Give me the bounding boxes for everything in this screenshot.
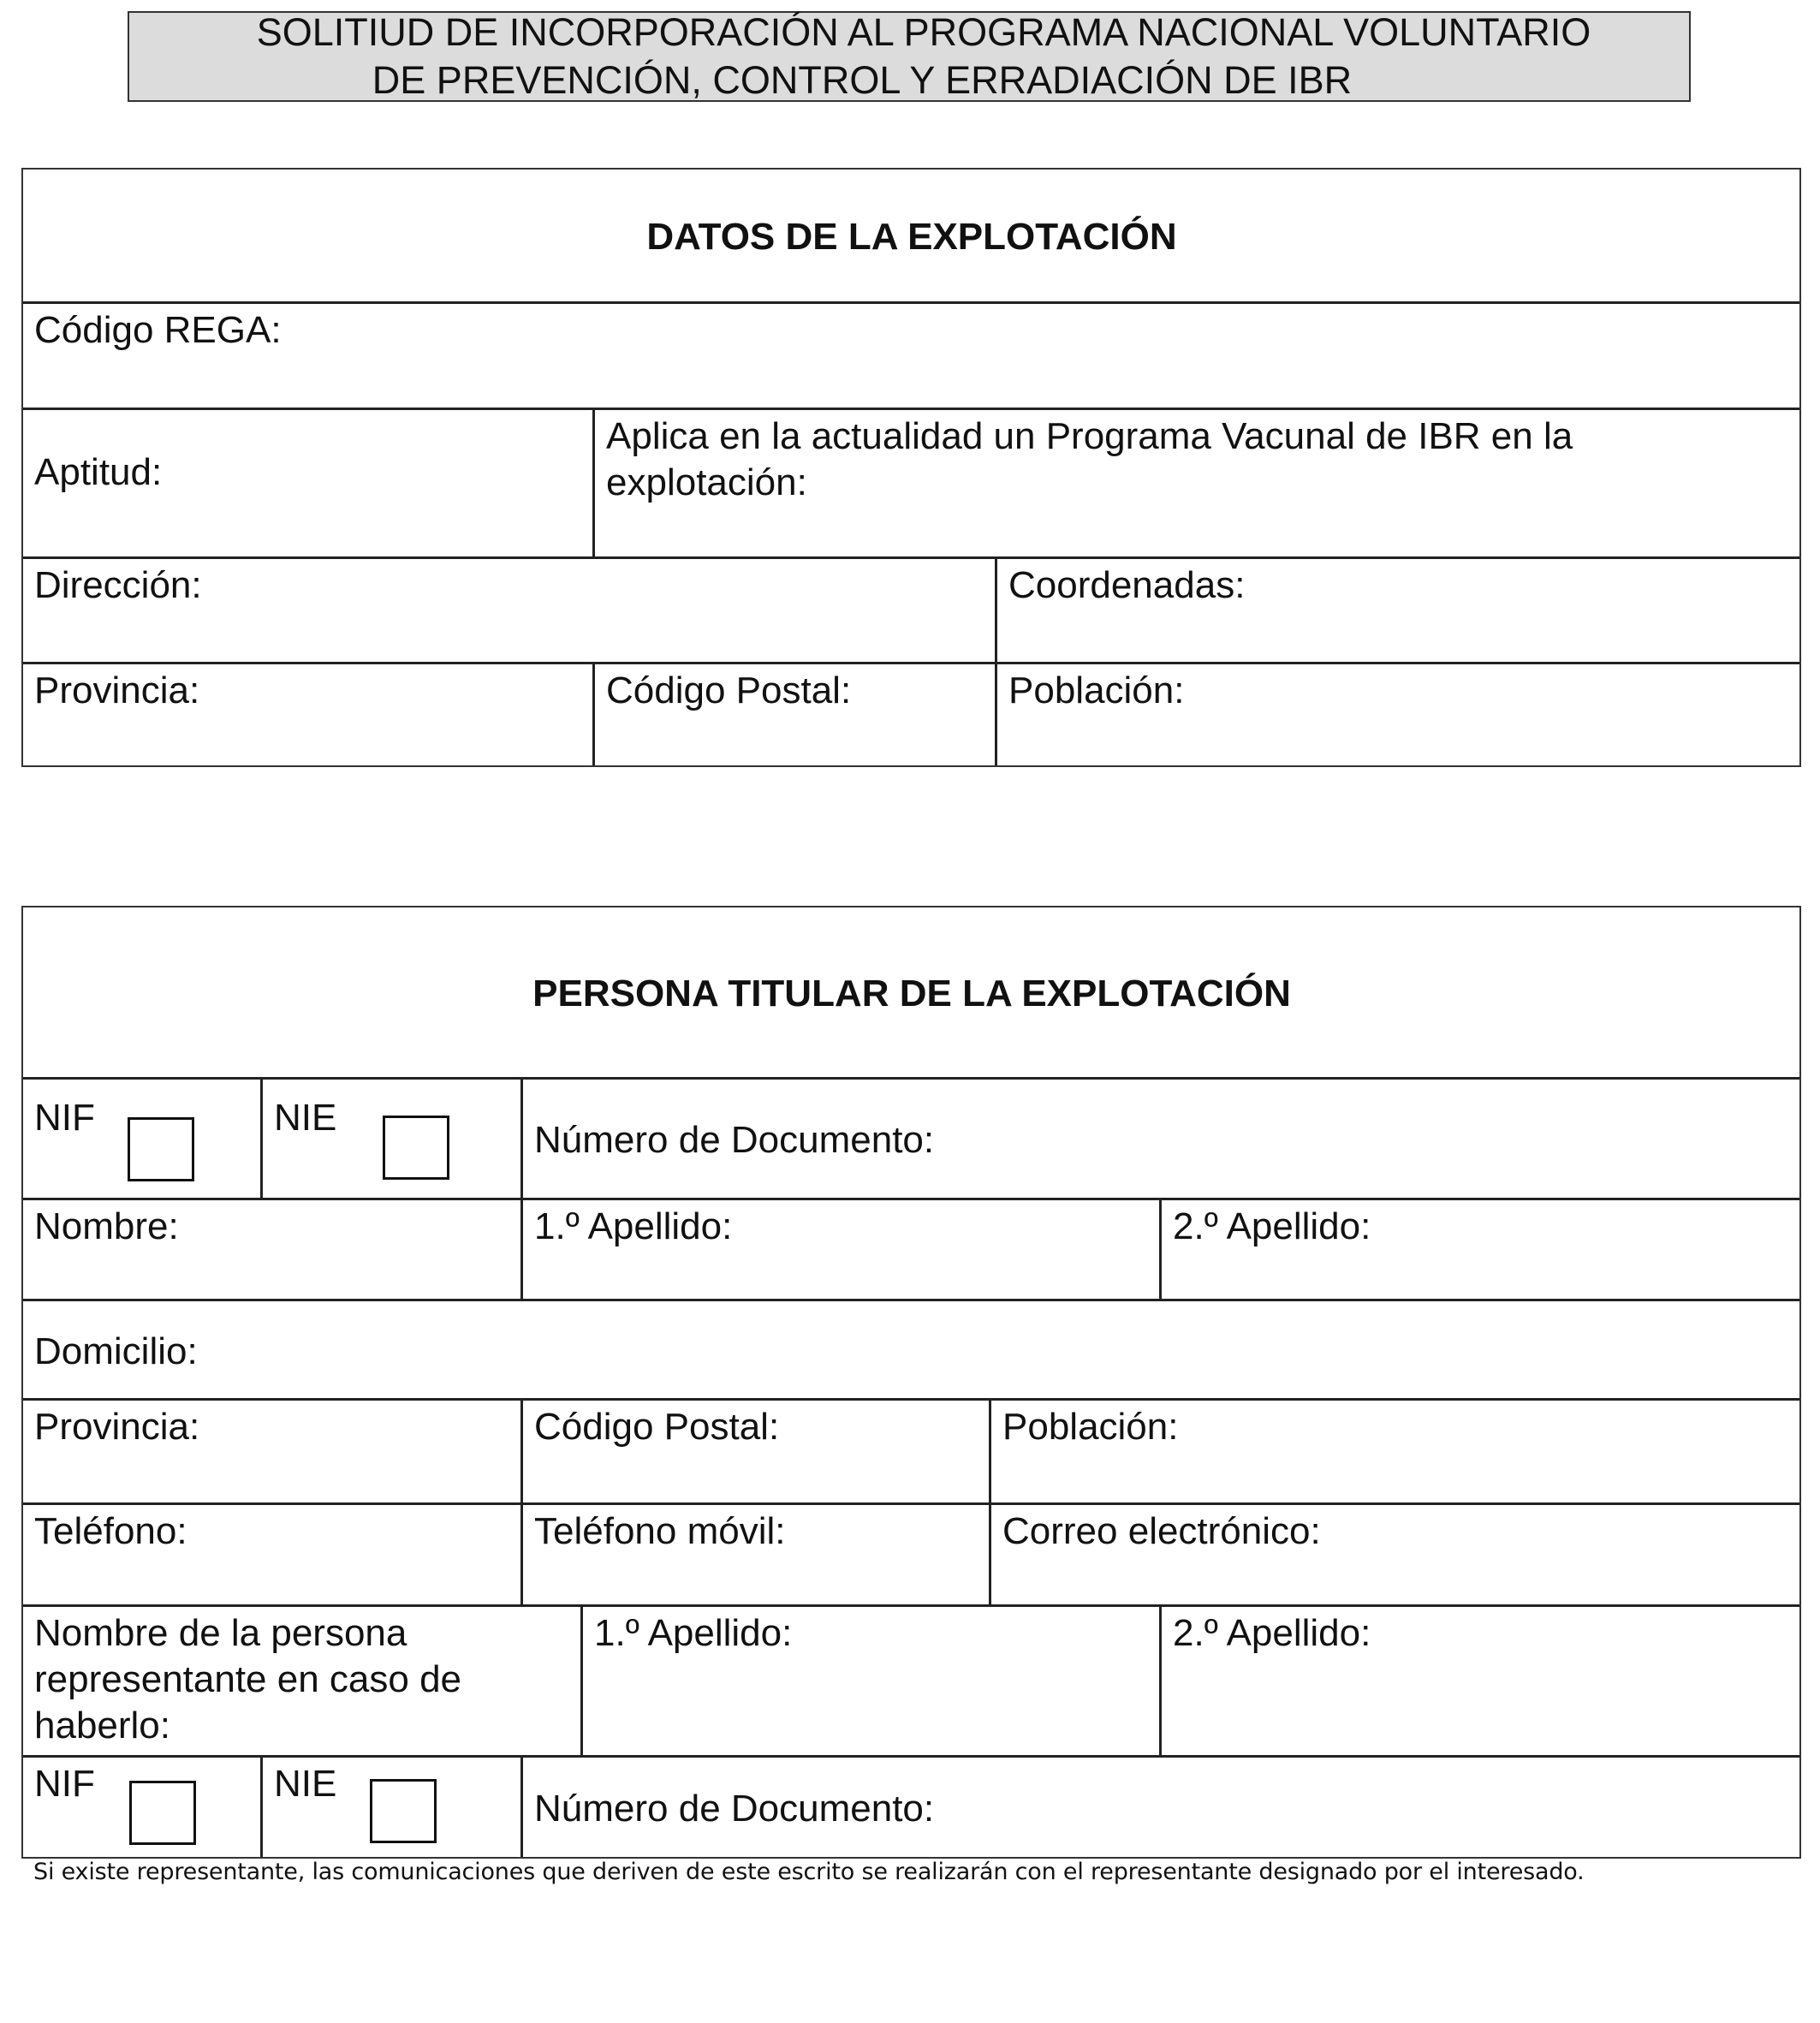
explotacion-codigo-postal-field[interactable] xyxy=(592,664,995,765)
explotacion-provincia-field[interactable] xyxy=(23,664,592,765)
representante-nif-label: NIF xyxy=(34,1763,95,1805)
telefono-movil-field[interactable] xyxy=(520,1505,989,1604)
titular-poblacion-label: Población: xyxy=(1002,1406,1179,1448)
representante-nie-option[interactable] xyxy=(260,1758,520,1857)
coordenadas-field[interactable] xyxy=(995,559,1799,662)
programa-vacunal-field[interactable] xyxy=(592,410,1799,556)
aptitud-field[interactable] xyxy=(23,410,592,556)
representante-nie-checkbox[interactable] xyxy=(370,1779,437,1843)
direccion-field[interactable] xyxy=(23,559,995,662)
titular-codigo-postal-field[interactable] xyxy=(520,1401,989,1502)
titular-section xyxy=(21,906,1801,1859)
programa-vacunal-label: Aplica en la actualidad un Programa Vacunal de IBR en la explotación: xyxy=(606,415,1573,503)
representante-apellido2-label: 2.º Apellido: xyxy=(1173,1612,1371,1654)
representante-numero-documento-label: Número de Documento: xyxy=(534,1788,935,1830)
domicilio-field[interactable] xyxy=(23,1301,1799,1398)
explotacion-provincia-label: Provincia: xyxy=(34,669,200,711)
telefono-label: Teléfono: xyxy=(34,1510,187,1552)
explotacion-section xyxy=(21,168,1801,767)
titular-codigo-postal-label: Código Postal: xyxy=(534,1406,780,1448)
nif-option[interactable] xyxy=(23,1080,260,1198)
nombre-label: Nombre: xyxy=(34,1205,179,1247)
nie-label: NIE xyxy=(274,1097,337,1139)
explotacion-codigo-postal-label: Código Postal: xyxy=(606,669,852,711)
nie-option[interactable] xyxy=(260,1080,520,1198)
direccion-label: Dirección: xyxy=(34,564,202,606)
representante-nif-checkbox[interactable] xyxy=(129,1781,196,1845)
codigo-rega-label: Código REGA: xyxy=(34,309,282,351)
telefono-field[interactable] xyxy=(23,1505,520,1604)
apellido1-field[interactable] xyxy=(520,1200,1159,1299)
nif-checkbox[interactable] xyxy=(128,1117,194,1181)
coordenadas-label: Coordenadas: xyxy=(1008,564,1246,606)
codigo-rega-field[interactable] xyxy=(23,304,1799,408)
numero-documento-label: Número de Documento: xyxy=(534,1119,935,1161)
domicilio-label: Domicilio: xyxy=(34,1330,198,1372)
correo-field[interactable] xyxy=(989,1505,1799,1604)
form-title-line-1: SOLITIUD DE INCORPORACIÓN AL PROGRAMA NACIONAL VOLUNTARIO xyxy=(256,10,1591,54)
aptitud-label: Aptitud: xyxy=(34,450,163,493)
nombre-field[interactable] xyxy=(23,1200,520,1299)
representante-nombre-label: Nombre de la persona representante en caso de haberlo: xyxy=(34,1612,462,1746)
explotacion-heading: DATOS DE LA EXPLOTACIÓN xyxy=(646,216,1177,258)
titular-heading: PERSONA TITULAR DE LA EXPLOTACIÓN xyxy=(532,973,1291,1014)
apellido2-field[interactable] xyxy=(1159,1200,1799,1299)
numero-documento-field[interactable] xyxy=(520,1080,1799,1198)
representante-nombre-field[interactable] xyxy=(23,1607,580,1755)
correo-label: Correo electrónico: xyxy=(1002,1510,1321,1552)
titular-poblacion-field[interactable] xyxy=(989,1401,1799,1502)
apellido2-label: 2.º Apellido: xyxy=(1173,1205,1371,1247)
representante-apellido1-field[interactable] xyxy=(580,1607,1159,1755)
telefono-movil-label: Teléfono móvil: xyxy=(534,1510,786,1552)
representante-apellido2-field[interactable] xyxy=(1159,1607,1799,1755)
explotacion-poblacion-label: Población: xyxy=(1008,669,1185,711)
representante-nif-option[interactable] xyxy=(23,1758,260,1857)
representante-apellido1-label: 1.º Apellido: xyxy=(594,1612,793,1654)
form-title xyxy=(128,11,1691,102)
representante-nie-label: NIE xyxy=(274,1763,337,1805)
explotacion-poblacion-field[interactable] xyxy=(995,664,1799,765)
nie-checkbox[interactable] xyxy=(383,1116,449,1180)
footnote: Si existe representante, las comunicaciones que deriven de este escrito se realizarán con el representante designado por el interesado. xyxy=(33,1859,1585,1885)
apellido1-label: 1.º Apellido: xyxy=(534,1205,733,1247)
titular-provincia-field[interactable] xyxy=(23,1401,520,1502)
form-title-line-2: DE PREVENCIÓN, CONTROL Y ERRADIACIÓN DE IBR xyxy=(372,58,1353,102)
representante-numero-documento-field[interactable] xyxy=(520,1758,1799,1857)
nif-label: NIF xyxy=(34,1097,95,1139)
titular-provincia-label: Provincia: xyxy=(34,1406,200,1448)
